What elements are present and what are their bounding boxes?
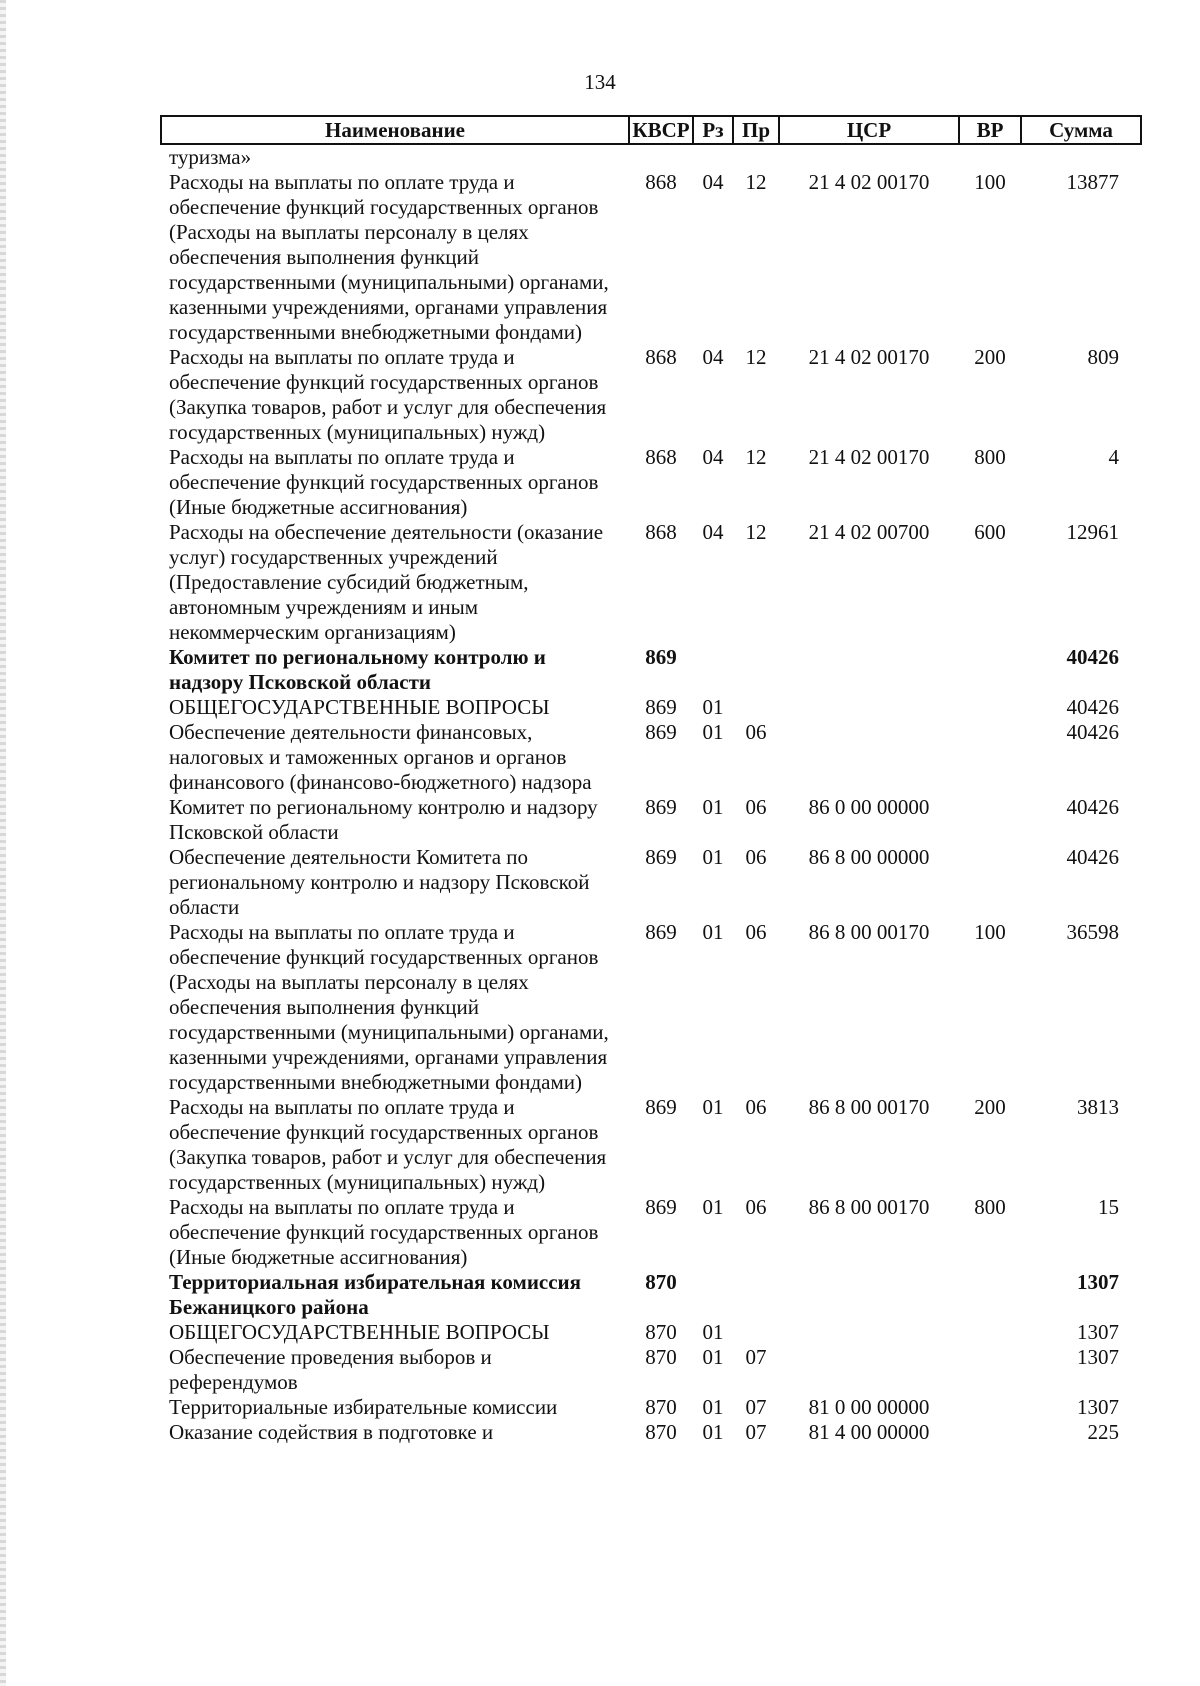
- row-rz: 04: [702, 170, 724, 194]
- row-pr: [733, 645, 779, 695]
- row-pr: 07: [745, 1395, 767, 1419]
- row-pr: 06: [745, 720, 767, 744]
- row-kvsr: 868: [645, 445, 677, 469]
- row-rz: 01: [702, 1345, 724, 1369]
- row-kvsr: 868: [645, 520, 677, 544]
- row-name: Комитет по региональному контролю и надзору Псковской области: [169, 795, 598, 844]
- table-row: [161, 345, 1141, 445]
- table-row: [161, 1320, 1141, 1345]
- row-kvsr: 868: [645, 345, 677, 369]
- row-rz: 01: [702, 1420, 724, 1444]
- row-pr: 06: [745, 920, 767, 944]
- row-sum: 36598: [1066, 920, 1119, 944]
- table-row: [161, 144, 1141, 170]
- table-row: [161, 1420, 1141, 1445]
- row-sum: 40426: [1066, 645, 1119, 669]
- row-csr: [779, 1345, 959, 1395]
- row-rz: 01: [702, 1195, 724, 1219]
- table-row: [161, 720, 1141, 795]
- budget-table-container: [160, 115, 1140, 1445]
- row-sum: 13877: [1066, 170, 1119, 194]
- row-pr: 06: [745, 1095, 767, 1119]
- row-kvsr: 869: [645, 695, 677, 719]
- row-kvsr: 870: [645, 1320, 677, 1344]
- row-rz: 04: [702, 345, 724, 369]
- header-sum: Сумма: [1021, 116, 1141, 144]
- row-pr: [733, 1270, 779, 1320]
- row-sum: 12961: [1066, 520, 1119, 544]
- table-row: [161, 1195, 1141, 1270]
- row-name: Расходы на выплаты по оплате труда и обеспечение функций государственных органов (Иные бюджетные ассигнования): [169, 1195, 599, 1269]
- row-pr: 06: [745, 795, 767, 819]
- row-csr: [779, 1270, 959, 1320]
- row-name: Расходы на выплаты по оплате труда и обеспечение функций государственных органов (Иные бюджетные ассигнования): [169, 445, 599, 519]
- row-sum: 4: [1108, 445, 1119, 469]
- row-vr: [959, 845, 1021, 920]
- row-kvsr: 869: [645, 920, 677, 944]
- row-rz: 01: [702, 845, 724, 869]
- row-vr: [959, 144, 1021, 170]
- row-rz: 01: [702, 1320, 724, 1344]
- row-name: Обеспечение проведения выборов и референдумов: [169, 1345, 492, 1394]
- row-name: Территориальные избирательные комиссии: [169, 1395, 558, 1419]
- row-name: Расходы на обеспечение деятельности (оказание услуг) государственных учреждений (Предоставление субсидий бюджетным, автономным учреждениям и иным некоммерческим организациям): [169, 520, 604, 644]
- table-row: [161, 520, 1141, 645]
- row-csr: 86 8 00 00170: [808, 1095, 930, 1119]
- row-rz: [693, 645, 733, 695]
- row-pr: 12: [745, 520, 767, 544]
- row-pr: 06: [745, 1195, 767, 1219]
- row-vr: 100: [974, 170, 1006, 194]
- row-kvsr: 869: [645, 645, 677, 669]
- header-rz: Рз: [693, 116, 733, 144]
- row-csr: 86 8 00 00000: [808, 845, 930, 869]
- row-name: Территориальная избирательная комиссия Бежаницкого района: [169, 1270, 582, 1319]
- row-pr: 12: [745, 345, 767, 369]
- row-sum: [1021, 144, 1141, 170]
- table-row: [161, 1395, 1141, 1420]
- row-sum: 3813: [1077, 1095, 1119, 1119]
- row-rz: [693, 144, 733, 170]
- row-vr: [959, 1270, 1021, 1320]
- row-vr: [959, 1395, 1021, 1420]
- row-kvsr: 870: [645, 1420, 677, 1444]
- row-pr: 12: [745, 445, 767, 469]
- row-name: Расходы на выплаты по оплате труда и обеспечение функций государственных органов (Закупка товаров, работ и услуг для обеспечения государственных (муниципальных) нужд): [169, 345, 607, 444]
- row-sum: 40426: [1066, 720, 1119, 744]
- row-vr: [959, 645, 1021, 695]
- row-csr: 86 8 00 00170: [808, 1195, 930, 1219]
- row-csr: 86 8 00 00170: [808, 920, 930, 944]
- row-name: Комитет по региональному контролю и надзору Псковской области: [169, 645, 546, 694]
- row-name: Обеспечение деятельности Комитета по региональному контролю и надзору Псковской области: [169, 845, 590, 919]
- row-csr: [779, 695, 959, 720]
- row-rz: 01: [702, 1095, 724, 1119]
- row-sum: 809: [1087, 345, 1119, 369]
- row-kvsr: 869: [645, 1095, 677, 1119]
- row-rz: 01: [702, 695, 724, 719]
- table-row: [161, 1095, 1141, 1195]
- row-rz: 01: [702, 795, 724, 819]
- table-row: [161, 645, 1141, 695]
- row-csr: 21 4 02 00170: [808, 170, 930, 194]
- table-row: [161, 1345, 1141, 1395]
- row-rz: 01: [702, 720, 724, 744]
- row-csr: 21 4 02 00700: [808, 520, 930, 544]
- row-kvsr: 870: [645, 1395, 677, 1419]
- row-csr: 81 4 00 00000: [808, 1420, 930, 1444]
- row-name: ОБЩЕГОСУДАРСТВЕННЫЕ ВОПРОСЫ: [169, 1320, 550, 1344]
- row-csr: 21 4 02 00170: [808, 345, 930, 369]
- row-csr: 21 4 02 00170: [808, 445, 930, 469]
- row-vr: [959, 1320, 1021, 1345]
- header-vr: ВР: [959, 116, 1021, 144]
- row-sum: 40426: [1066, 845, 1119, 869]
- row-name: Расходы на выплаты по оплате труда и обеспечение функций государственных органов (Расходы на выплаты персоналу в целях обеспечения выполнения функций государственными (муниципальными) органами, казенными учреждениями, органами управления государственными внебюджетными фондами): [169, 170, 609, 344]
- budget-table: [160, 115, 1142, 1445]
- row-rz: [693, 1270, 733, 1320]
- row-sum: 1307: [1077, 1320, 1119, 1344]
- row-pr: 06: [745, 845, 767, 869]
- table-row: [161, 920, 1141, 1095]
- row-csr: 86 0 00 00000: [808, 795, 930, 819]
- row-name: Обеспечение деятельности финансовых, налоговых и таможенных органов и органов финансового (финансово-бюджетного) надзора: [169, 720, 592, 794]
- row-kvsr: 870: [645, 1345, 677, 1369]
- row-kvsr: 869: [645, 1195, 677, 1219]
- row-sum: 1307: [1077, 1270, 1119, 1294]
- row-vr: [959, 695, 1021, 720]
- row-vr: [959, 1420, 1021, 1445]
- row-name: Расходы на выплаты по оплате труда и обеспечение функций государственных органов (Расходы на выплаты персоналу в целях обеспечения выполнения функций государственными (муниципальными) органами, казенными учреждениями, органами управления государственными внебюджетными фондами): [169, 920, 609, 1094]
- row-rz: 01: [702, 920, 724, 944]
- row-kvsr: 869: [645, 720, 677, 744]
- table-row: [161, 1270, 1141, 1320]
- row-name: Оказание содействия в подготовке и: [169, 1420, 494, 1444]
- page-number: 134: [584, 70, 616, 94]
- row-vr: [959, 795, 1021, 845]
- row-vr: 600: [974, 520, 1006, 544]
- row-rz: 01: [702, 1395, 724, 1419]
- row-kvsr: 868: [645, 170, 677, 194]
- row-pr: 07: [745, 1345, 767, 1369]
- row-kvsr: 869: [645, 795, 677, 819]
- row-rz: 04: [702, 445, 724, 469]
- row-csr: [779, 1320, 959, 1345]
- table-header-row: [161, 116, 1141, 144]
- header-csr: ЦСР: [779, 116, 959, 144]
- row-sum: 15: [1098, 1195, 1119, 1219]
- header-kvsr: КВСР: [629, 116, 693, 144]
- row-kvsr: 869: [645, 845, 677, 869]
- row-sum: 40426: [1066, 795, 1119, 819]
- header-name: Наименование: [161, 116, 629, 144]
- row-csr: [779, 720, 959, 795]
- row-pr: 07: [745, 1420, 767, 1444]
- row-vr: 100: [974, 920, 1006, 944]
- row-vr: [959, 1345, 1021, 1395]
- row-vr: 200: [974, 345, 1006, 369]
- row-rz: 04: [702, 520, 724, 544]
- row-pr: 12: [745, 170, 767, 194]
- row-name: Расходы на выплаты по оплате труда и обеспечение функций государственных органов (Закупка товаров, работ и услуг для обеспечения государственных (муниципальных) нужд): [169, 1095, 607, 1194]
- row-csr: [779, 144, 959, 170]
- table-row: [161, 795, 1141, 845]
- table-row: [161, 170, 1141, 345]
- scan-edge: [0, 0, 6, 1686]
- row-vr: 800: [974, 1195, 1006, 1219]
- row-vr: 800: [974, 445, 1006, 469]
- row-kvsr: [629, 144, 693, 170]
- row-kvsr: 870: [645, 1270, 677, 1294]
- row-vr: 200: [974, 1095, 1006, 1119]
- table-row: [161, 845, 1141, 920]
- header-pr: Пр: [733, 116, 779, 144]
- row-sum: 225: [1087, 1420, 1119, 1444]
- row-pr: [733, 695, 779, 720]
- row-vr: [959, 720, 1021, 795]
- row-sum: 40426: [1066, 695, 1119, 719]
- row-name: ОБЩЕГОСУДАРСТВЕННЫЕ ВОПРОСЫ: [169, 695, 550, 719]
- row-csr: [779, 645, 959, 695]
- row-name: туризма»: [169, 145, 252, 169]
- table-body: [161, 144, 1141, 1445]
- row-sum: 1307: [1077, 1345, 1119, 1369]
- row-csr: 81 0 00 00000: [808, 1395, 930, 1419]
- table-row: [161, 445, 1141, 520]
- row-sum: 1307: [1077, 1395, 1119, 1419]
- row-pr: [733, 144, 779, 170]
- table-row: [161, 695, 1141, 720]
- row-pr: [733, 1320, 779, 1345]
